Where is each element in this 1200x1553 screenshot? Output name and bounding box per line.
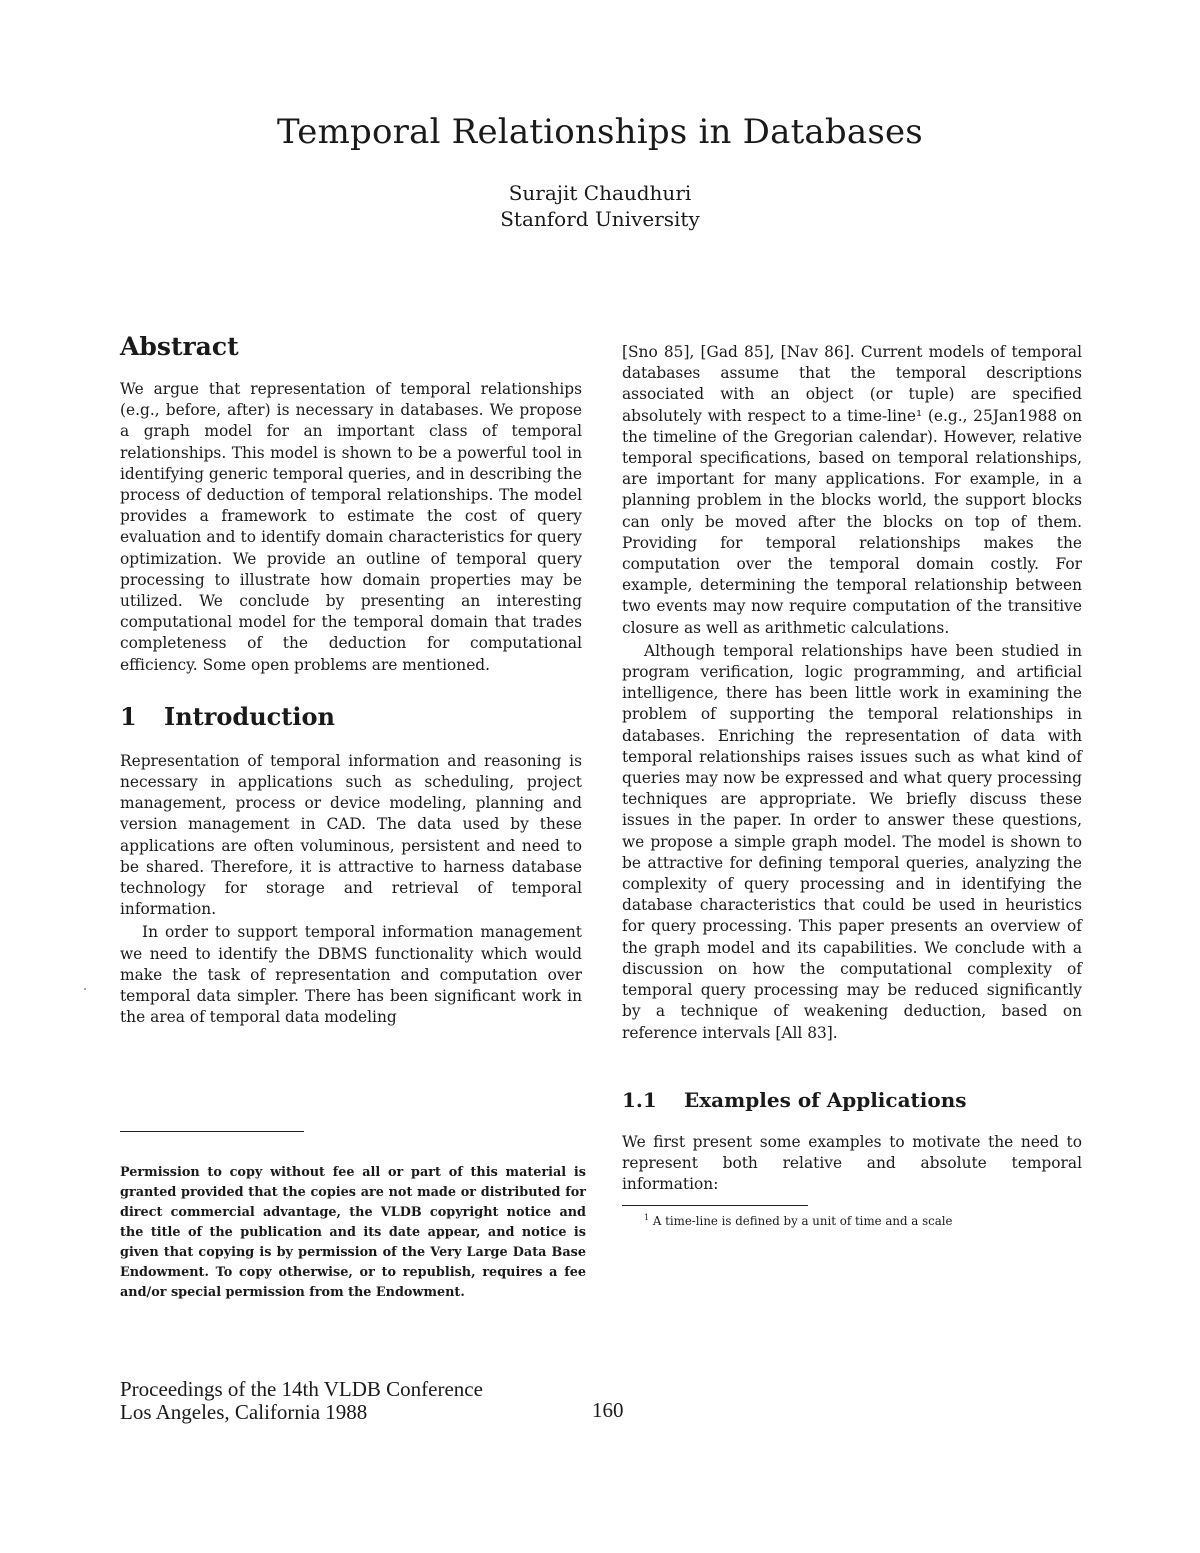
right-column xyxy=(622,342,1082,1229)
paper-title: Temporal Relationships in Databases xyxy=(277,112,923,152)
proceedings-line-1: Proceedings of the 14th VLDB Conference xyxy=(120,1377,483,1401)
footnote xyxy=(622,1210,1082,1229)
section-title: Introduction xyxy=(164,701,335,731)
intro-paragraph-3: Although temporal relationships have been studied in program verification, logic programming, and artificial intelligence, there has been little work in examining the problem of supporting the temporal relationships in databases. Enriching the representation of data with temporal relationships raises issues such as what kind of queries may now be expressed and what query processing techniques are appropriate. We briefly discuss these issues in the paper. In order to answer these questions, we propose a simple graph model. The model is shown to be attractive for defining temporal queries, analyzing the complexity of query processing and in identifying the database characteristics that could be used in heuristics for query processing. This paper presents an overview of the graph model and its capabilities. We conclude with a discussion on how the computational complexity of temporal query processing may be reduced significantly by a technique of weakening deduction, based on reference intervals [All 83]. xyxy=(622,641,1082,1042)
proceedings-line-2: Los Angeles, California 1988 xyxy=(120,1400,368,1424)
intro-paragraph-2-continued: [Sno 85], [Gad 85], [Nav 86]. Current models of temporal databases assume that the temporal descriptions associated with an object (or tuple) are specified absolutely with respect to a time-line¹ (e.g., 25Jan1988 on the timeline of the Gregorian calendar). However, relative temporal specifications, based on temporal relationships, are important for many applications. For example, in a planning problem in the blocks world, the support blocks can only be moved after the blocks on top of them. Providing for temporal relationships makes the computation over the temporal domain costly. For example, determining the temporal relationship between two events may now require computation of the transitive closure as well as arithmetic calculations. xyxy=(622,343,1082,637)
author-affiliation: Stanford University xyxy=(500,207,700,231)
left-column xyxy=(120,332,582,1028)
author-name: Surajit Chaudhuri xyxy=(508,181,692,205)
subsection-number: 1.1 xyxy=(622,1087,657,1112)
footnote-text: A time-line is defined by a unit of time and a scale xyxy=(652,1214,953,1229)
intro-paragraph-1: Representation of temporal information and reasoning is necessary in applications such as scheduling, project management, process or device modeling, planning and version management in CAD. The data used by these applications are often voluminous, persistent and need to be shared. Therefore, it is attractive to harness database technology for storage and retrieval of temporal information. xyxy=(120,751,582,919)
subsection-title: Examples of Applications xyxy=(684,1087,967,1112)
scan-speck xyxy=(84,988,86,990)
footnote-separator xyxy=(120,1131,304,1132)
section-number: 1 xyxy=(120,701,137,731)
permission-notice: Permission to copy without fee all or part of this material is granted provided that the copies are not made or distributed for direct commercial advantage, the VLDB copyright notice and the title of the publication and its date appear, and notice is given that copying is by permission of the Very Large Data Base Endowment. To copy otherwise, or to republish, requires a fee and/or special permission from the Endowment. xyxy=(120,1165,586,1300)
subsection-heading xyxy=(622,1088,1082,1112)
footnote-rule xyxy=(622,1205,808,1206)
proceedings-info xyxy=(120,1378,483,1424)
intro-paragraph-2: In order to support temporal information management we need to identify the DBMS functionality which would make the task of representation and computation over temporal data simpler. There has been significant work in the area of temporal data modeling xyxy=(120,923,582,1027)
footnote-mark: 1 xyxy=(644,1213,650,1223)
subsection-paragraph: We first present some examples to motivate the need to represent both relative and absolute temporal information: xyxy=(622,1132,1082,1194)
abstract-heading: Abstract xyxy=(120,332,239,361)
introduction-heading xyxy=(120,702,582,731)
page-number: 160 xyxy=(592,1398,624,1422)
abstract-text: We argue that representation of temporal relationships (e.g., before, after) is necessary in databases. We propose a graph model for an important class of temporal relationships. This model is shown to be a powerful tool in identifying generic temporal queries, and in describing the process of deduction of temporal relationships. The model provides a framework to estimate the cost of query evaluation and to identify domain characteristics for query optimization. We provide an outline of temporal query processing to illustrate how domain properties may be utilized. We conclude by presenting an interesting computational model for the temporal domain that trades completeness of the deduction for computational efficiency. Some open problems are mentioned. xyxy=(120,380,582,674)
